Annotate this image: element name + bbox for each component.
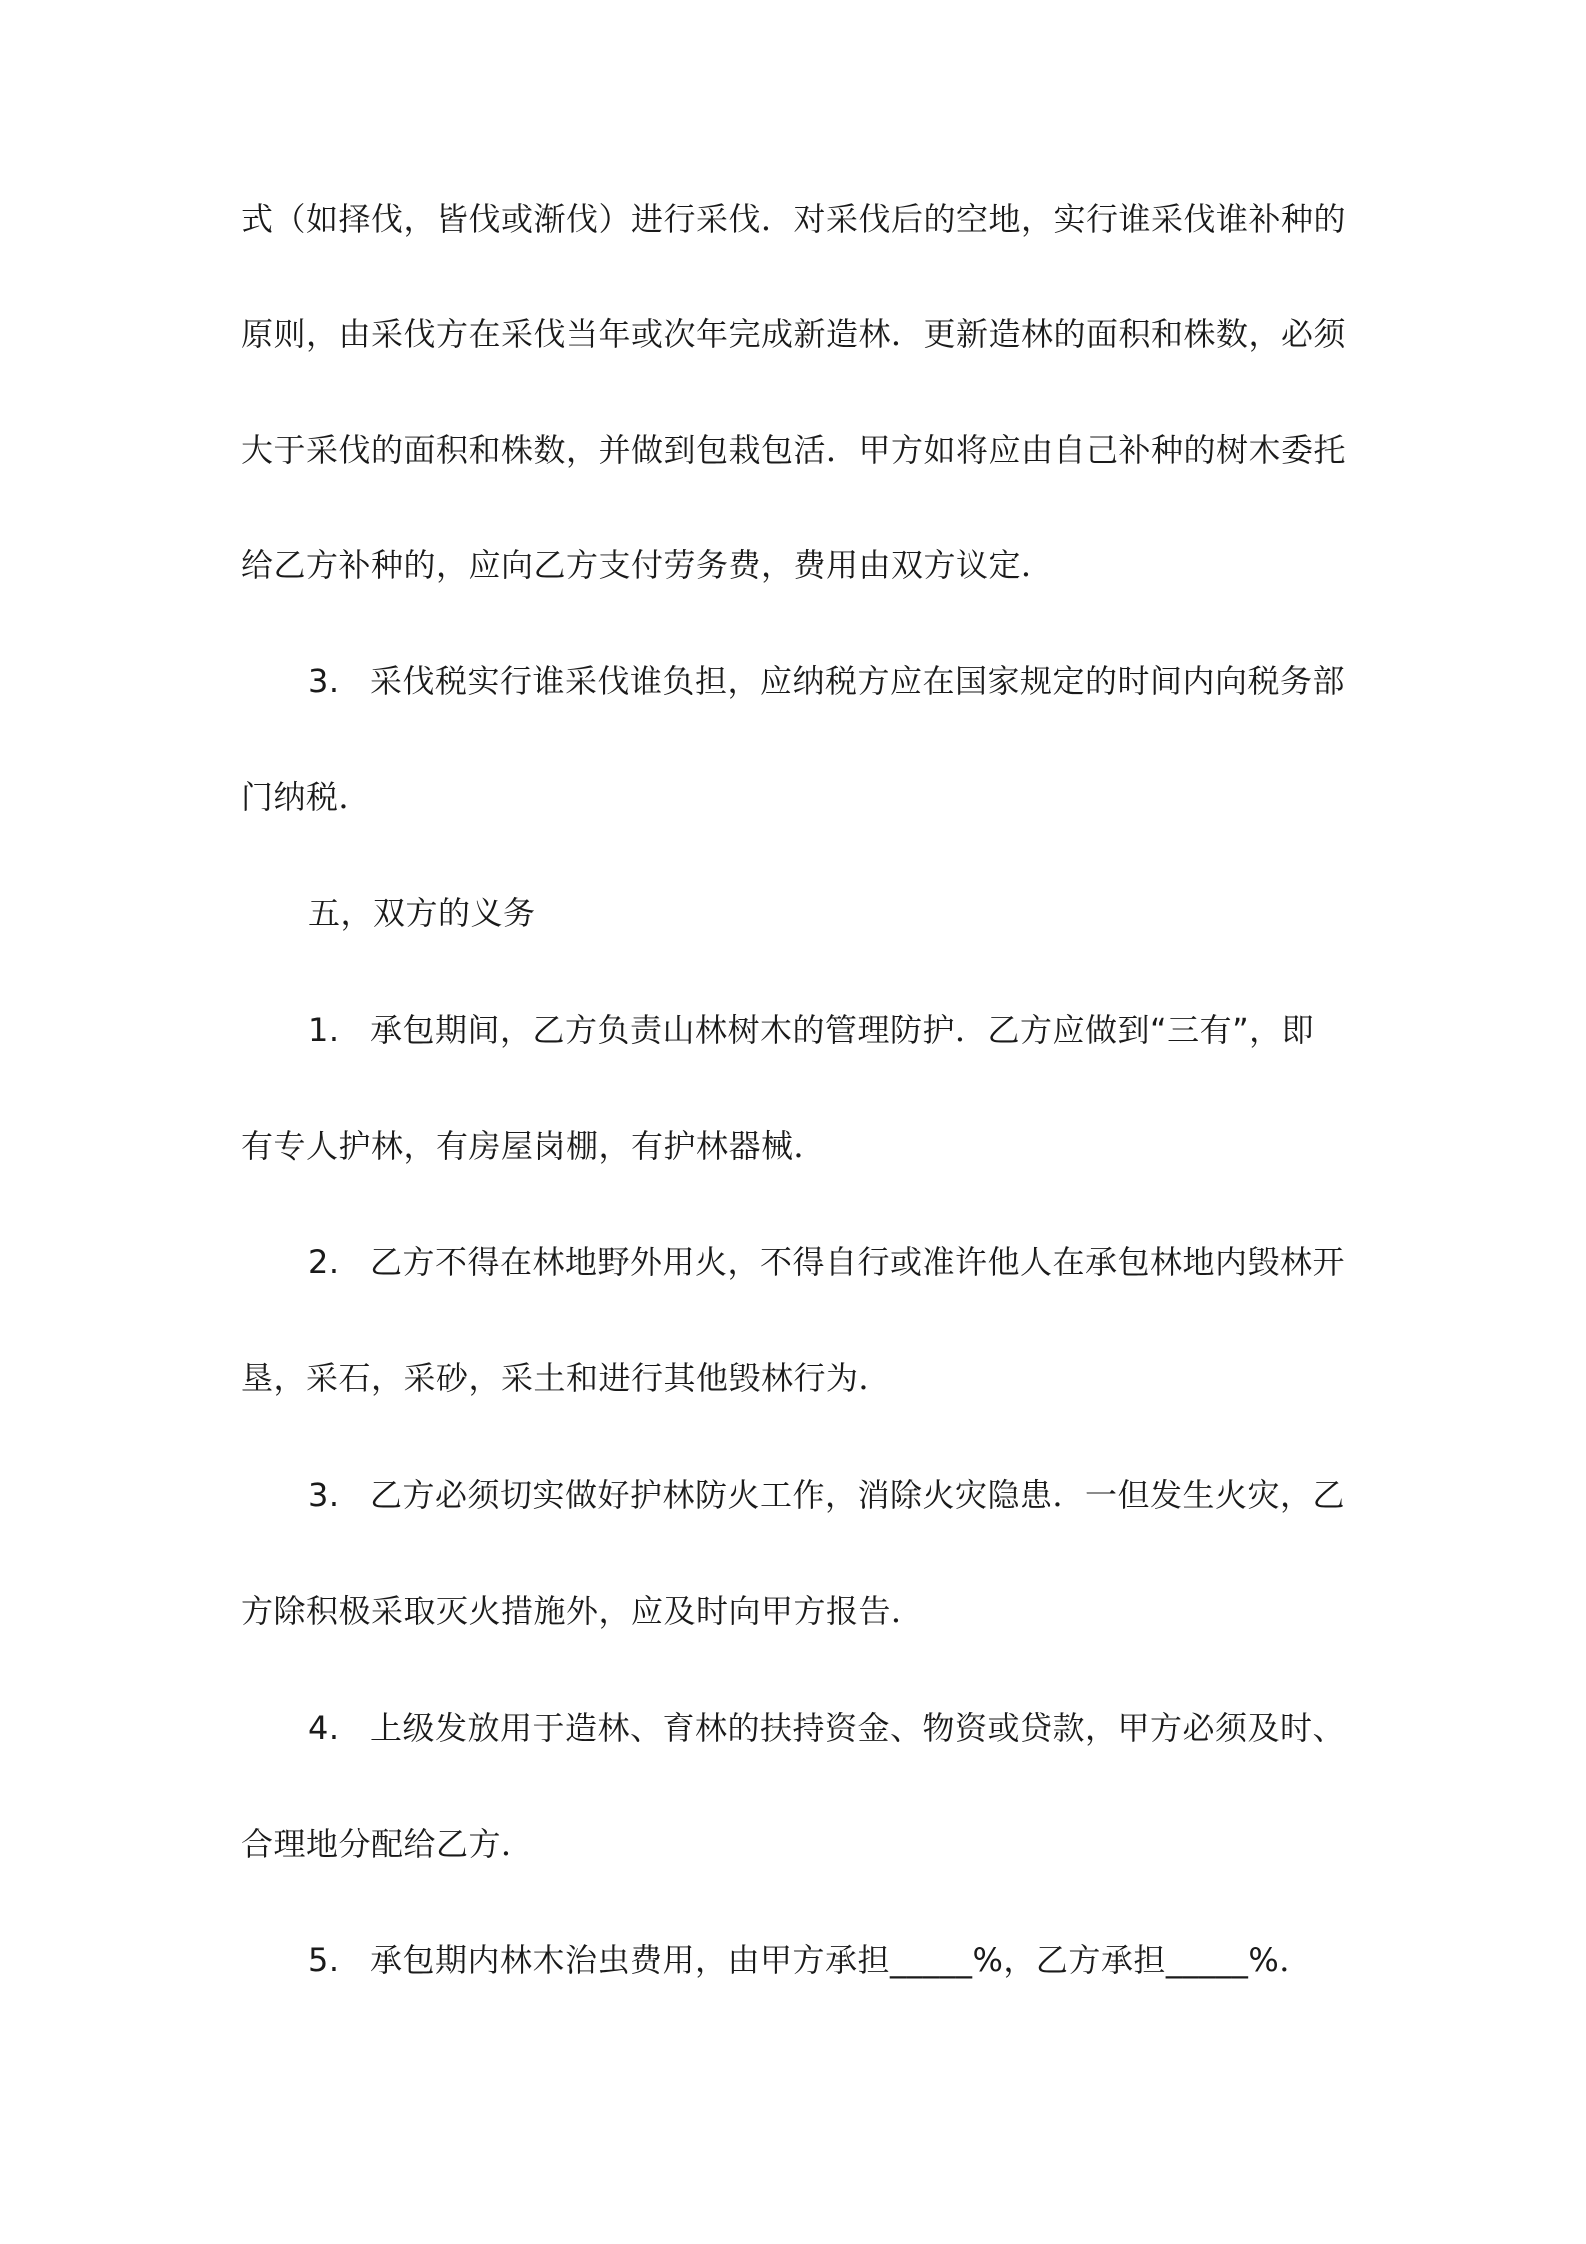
list-number: 5. [308, 1941, 340, 1979]
list-item-tax [308, 659, 1345, 703]
list-item-text: 上级发放用于造林、育林的扶持资金、物资或贷款，甲方必须及时、 [370, 1709, 1346, 1747]
list-item [308, 1240, 1345, 1284]
list-number: 3. [308, 1476, 340, 1514]
list-number: 4. [308, 1709, 340, 1747]
paragraph-line: 原则，由采伐方在采伐当年或次年完成新造林．更新造林的面积和株数，必须 [241, 315, 1347, 353]
list-item-text: 承包期间，乙方负责山林树木的管理防护．乙方应做到“三有”，即 [370, 1011, 1315, 1049]
paragraph-line: 合理地分配给乙方． [241, 1825, 534, 1863]
list-item-text: 采伐税实行谁采伐谁负担，应纳税方应在国家规定的时间内向税务部 [370, 662, 1346, 700]
paragraph-line: 垦，采石，采砂，采土和进行其他毁林行为． [241, 1359, 892, 1397]
paragraph-line: 方除积极采取灭火措施外，应及时向甲方报告． [241, 1592, 924, 1630]
list-item-text: 乙方必须切实做好护林防火工作，消除火灾隐患．一但发生火灾，乙 [370, 1476, 1346, 1514]
list-item [308, 1008, 1314, 1052]
list-item [308, 1706, 1345, 1750]
paragraph-line: 门纳税． [241, 778, 372, 816]
list-number: 3. [308, 662, 340, 700]
paragraph-line: 有专人护林，有房屋岗棚，有护林器械． [241, 1127, 827, 1165]
list-number: 1. [308, 1011, 340, 1049]
list-number: 2. [308, 1243, 340, 1281]
section-heading: 五，双方的义务 [308, 894, 536, 932]
paragraph-line: 给乙方补种的，应向乙方支付劳务费，费用由双方议定． [241, 546, 1054, 584]
list-item-text: 乙方不得在林地野外用火，不得自行或准许他人在承包林地内毁林开 [370, 1243, 1346, 1281]
paragraph-line: 大于采伐的面积和株数，并做到包栽包活．甲方如将应由自己补种的树木委托 [241, 431, 1347, 469]
list-item-text: 承包期内林木治虫费用，由甲方承担_____%，乙方承担_____%． [370, 1941, 1312, 1979]
list-item [308, 1473, 1345, 1517]
paragraph-line: 式（如择伐，皆伐或渐伐）进行采伐．对采伐后的空地，实行谁采伐谁补种的 [241, 200, 1347, 238]
list-item [308, 1938, 1312, 1982]
